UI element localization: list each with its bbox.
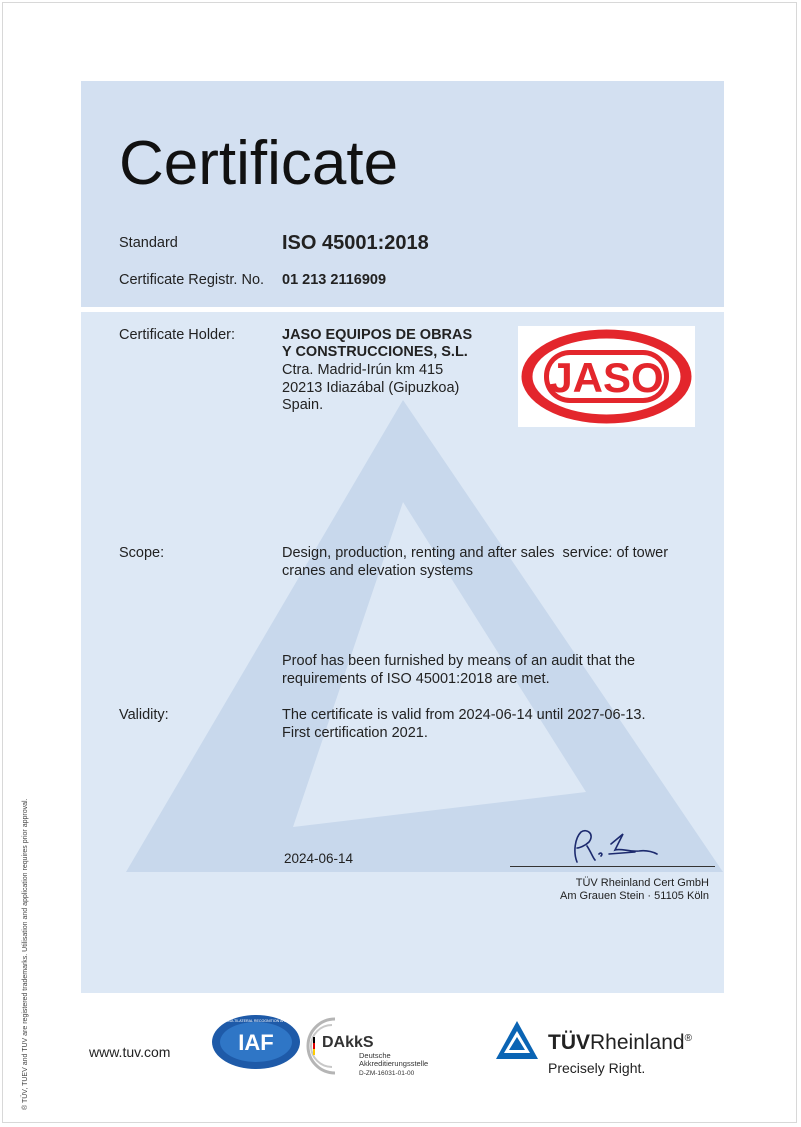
scope-line2: cranes and elevation systems bbox=[282, 563, 474, 579]
proof-line2: requirements of ISO 45001:2018 are met. bbox=[282, 671, 550, 687]
dakks-line1: Deutsche bbox=[359, 1051, 391, 1060]
tuv-brand-rest: Rheinland bbox=[590, 1031, 685, 1054]
jaso-logo bbox=[518, 326, 695, 427]
holder-address-line2: 20213 Idiazábal (Gipuzkoa) bbox=[282, 380, 460, 396]
iaf-text: IAF bbox=[238, 1030, 274, 1055]
dakks-line3: D-ZM-16031-01-00 bbox=[359, 1070, 415, 1077]
standard-label: Standard bbox=[119, 235, 178, 251]
tuv-tagline: Precisely Right. bbox=[548, 1060, 646, 1076]
tuv-brand bbox=[548, 1031, 692, 1055]
tuv-reg-mark: ® bbox=[684, 1033, 692, 1044]
scope-line1: Design, production, renting and after sales service: of tower bbox=[282, 545, 669, 561]
dakks-logo bbox=[305, 1013, 440, 1079]
trademark-note: ® TÜV, TUEV and TUV are registered trademarks. Utilisation and application requires prior approval. bbox=[22, 798, 29, 1110]
issuer-name: TÜV Rheinland Cert GmbH bbox=[575, 877, 709, 889]
issuer-block bbox=[560, 877, 709, 903]
holder-label: Certificate Holder: bbox=[119, 327, 236, 343]
tuv-brand-bold: TÜV bbox=[548, 1031, 590, 1054]
iaf-ring-text: MEMBER OF MULTILATERAL RECOGNITION ARRANGEMENT bbox=[204, 1019, 308, 1023]
issuer-address: Am Grauen Stein · 51105 Köln bbox=[560, 890, 709, 902]
certificate-title: Certificate bbox=[119, 129, 399, 198]
validity-line2: First certification 2021. bbox=[282, 725, 428, 741]
registration-number: 01 213 2116909 bbox=[282, 272, 387, 288]
dakks-line2: Akkreditierungsstelle bbox=[359, 1059, 429, 1068]
standard-value: ISO 45001:2018 bbox=[282, 232, 429, 254]
holder-name-line1: JASO EQUIPOS DE OBRAS bbox=[282, 327, 473, 343]
tuv-triangle-icon bbox=[494, 1019, 540, 1061]
proof-line1: Proof has been furnished by means of an audit that the bbox=[282, 653, 636, 669]
holder-name-line2: Y CONSTRUCCIONES, S.L. bbox=[282, 344, 468, 360]
issue-date: 2024-06-14 bbox=[284, 851, 354, 866]
website-url: www.tuv.com bbox=[89, 1044, 171, 1060]
iaf-logo bbox=[204, 1014, 308, 1070]
signature-line bbox=[510, 866, 715, 867]
jaso-logo-text: JASO bbox=[549, 354, 664, 401]
registration-label: Certificate Registr. No. bbox=[119, 272, 265, 288]
validity-label: Validity: bbox=[119, 707, 169, 723]
validity-line1: The certificate is valid from 2024-06-14 until 2027-06-13. bbox=[282, 707, 646, 723]
scope-label: Scope: bbox=[119, 545, 165, 561]
dakks-name: DAkkS bbox=[322, 1034, 374, 1051]
holder-address-line3: Spain. bbox=[282, 397, 324, 413]
holder-address-line1: Ctra. Madrid-Irún km 415 bbox=[282, 362, 444, 378]
